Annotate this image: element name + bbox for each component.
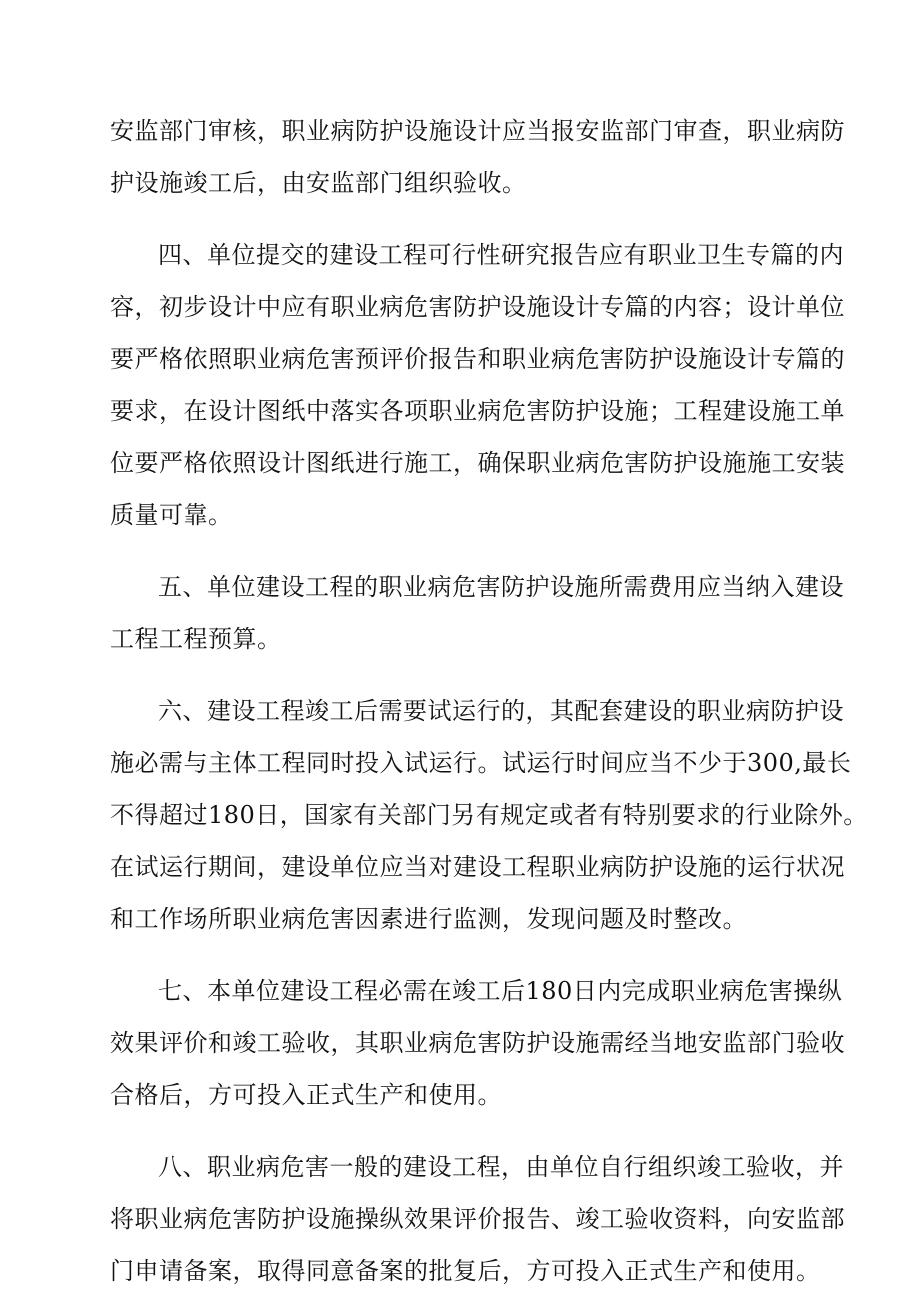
text-line: 门申请备案，取得同意备案的批复后，方可投入正式生产和使用。 [110, 1257, 821, 1285]
paragraph-6-start: 六、建设工程竣工后需要试运行的，其配套建设的职业病防护设 [158, 697, 844, 725]
text-line: 要求，在设计图纸中落实各项职业病危害防护设施；工程建设施工单 [110, 397, 845, 425]
text-line: 合格后，方可投入正式生产和使用。 [110, 1081, 502, 1109]
paragraph-8-start: 八、职业病危害一般的建设工程，由单位自行组织竣工验收，并 [158, 1153, 844, 1181]
paragraph-4-start: 四、单位提交的建设工程可行性研究报告应有职业卫生专篇的内 [158, 241, 844, 269]
text-line: 和工作场所职业病危害因素进行监测，发现问题及时整改。 [110, 905, 747, 933]
text-line: 质量可靠。 [110, 501, 233, 529]
paragraph-5-start: 五、单位建设工程的职业病危害防护设施所需费用应当纳入建设 [158, 573, 844, 601]
text-line: 在试运行期间，建设单位应当对建设工程职业病防护设施的运行状况 [110, 853, 845, 881]
text-line: 工程工程预算。 [110, 625, 282, 653]
text-line: 效果评价和竣工验收，其职业病危害防护设施需经当地安监部门验收 [110, 1029, 845, 1057]
text-line: 将职业病危害防护设施操纵效果评价报告、竣工验收资料，向安监部 [110, 1205, 845, 1233]
paragraph-7-start: 七、本单位建设工程必需在竣工后180日内完成职业病危害操纵 [158, 977, 843, 1005]
text-line: 安监部门审核，职业病防护设施设计应当报安监部门审查，职业病防 [110, 117, 845, 145]
text-line: 要严格依照职业病危害预评价报告和职业病危害防护设施设计专篇的 [110, 345, 845, 373]
text-line: 不得超过180日，国家有关部门另有规定或者有特别要求的行业除外。 [110, 801, 868, 829]
text-line: 护设施竣工后，由安监部门组织验收。 [110, 169, 527, 197]
text-line: 容，初步设计中应有职业病危害防护设施设计专篇的内容；设计单位 [110, 293, 845, 321]
text-line: 位要严格依照设计图纸进行施工，确保职业病危害防护设施施工安装 [110, 449, 845, 477]
text-line: 施必需与主体工程同时投入试运行。试运行时间应当不少于300,最长 [110, 749, 852, 777]
